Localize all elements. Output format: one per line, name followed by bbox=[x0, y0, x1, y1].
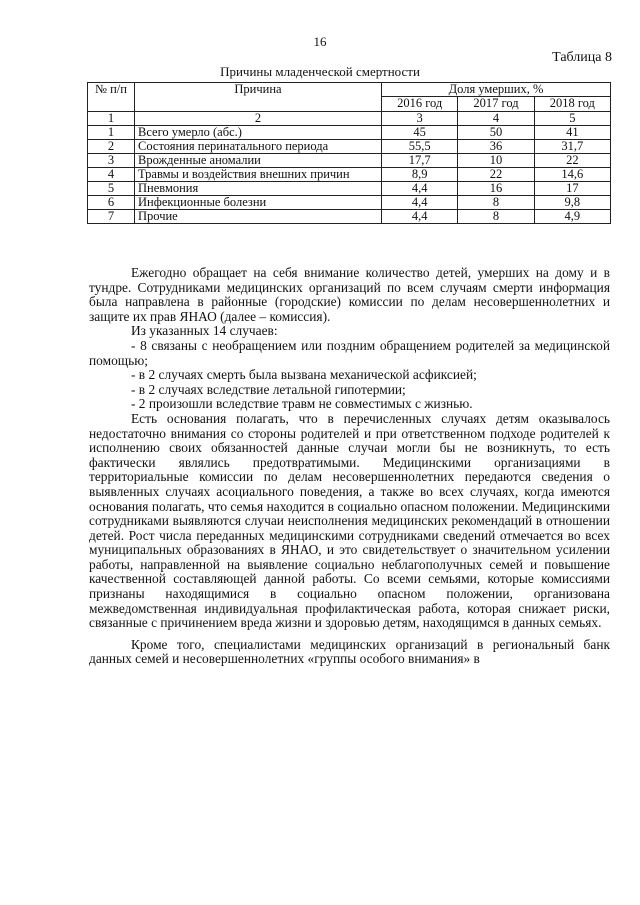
row-value-2018: 9,8 bbox=[534, 196, 610, 210]
row-value-2016: 55,5 bbox=[382, 140, 458, 154]
page-number: 16 bbox=[313, 34, 327, 49]
list-item: - в 2 случаях вследствие летальной гипотермии; bbox=[131, 381, 406, 397]
table-label: Таблица 8 bbox=[552, 50, 612, 65]
row-value-2017: 36 bbox=[458, 140, 534, 154]
row-value-2017: 22 bbox=[458, 168, 534, 182]
row-cause: Прочие bbox=[135, 210, 382, 224]
paragraph: Есть основания полагать, что в перечисленных случаях детям оказывалось недостаточно внимания со стороны родителей и при ответственном подходе родителей к исполнению своих обязанностей данные случаи могли бы не возникнуть, то есть фактически являлись предотвратимыми. Медицинскими организациями в территориальные комиссии по делам несовершеннолетних передаются сведения о выявленных случаях асоциального поведения, а также во всех случаях, когда имеются основания полагать, что семья находится в социально опасном положении. Медицинскими сотрудниками выявляются случаи неисполнения медицинских рекомендаций в отношении детей. Рост числа переданных медицинскими сотрудниками сведений отмечается во всех муниципальных образованиях в ЯНАО, и это свидетельствует о значительном усилении работы, направленной на выявление социально неблагополучных семей и повышение качественной составляющей данной работы. Со всеми семьями, которые комиссиями признаны находящимися в социально опасном положении, организована межведомственная индивидуальная профилактическая работа, которая снижает риски, связанные с причинением вреда жизни и здоровью детям, находящимся в данных семьях. bbox=[89, 410, 610, 631]
row-value-2018: 14,6 bbox=[534, 168, 610, 182]
table-row bbox=[88, 126, 611, 140]
header-num: № п/п bbox=[88, 83, 135, 112]
row-value-2018: 4,9 bbox=[534, 210, 610, 224]
column-number: 1 bbox=[88, 112, 135, 126]
row-num: 7 bbox=[88, 210, 135, 224]
row-value-2018: 17 bbox=[534, 182, 610, 196]
body-text bbox=[89, 266, 610, 667]
column-number: 4 bbox=[458, 112, 534, 126]
column-number: 5 bbox=[534, 112, 610, 126]
list-item: - 8 связаны с необращением или поздним обращением родителей за медицинской помощью; bbox=[89, 337, 610, 368]
row-num: 4 bbox=[88, 168, 135, 182]
row-value-2017: 16 bbox=[458, 182, 534, 196]
row-num: 1 bbox=[88, 126, 135, 140]
row-value-2016: 4,4 bbox=[382, 196, 458, 210]
table-row bbox=[88, 210, 611, 224]
table-row bbox=[88, 154, 611, 168]
row-num: 6 bbox=[88, 196, 135, 210]
row-cause: Врожденные аномалии bbox=[135, 154, 382, 168]
row-cause: Инфекционные болезни bbox=[135, 196, 382, 210]
table-row bbox=[88, 182, 611, 196]
row-value-2016: 4,4 bbox=[382, 182, 458, 196]
header-year-2016: 2016 год bbox=[382, 97, 458, 112]
row-cause: Пневмония bbox=[135, 182, 382, 196]
row-num: 3 bbox=[88, 154, 135, 168]
paragraph: Ежегодно обращает на себя внимание количество детей, умерших на дому и в тундре. Сотрудниками медицинских организаций по всем случаям смерти информация была направлена в районные (городские) комиссии по делам несовершеннолетних и защите их прав ЯНАО (далее – комиссия). bbox=[89, 265, 610, 324]
row-value-2016: 8,9 bbox=[382, 168, 458, 182]
row-value-2017: 8 bbox=[458, 210, 534, 224]
row-value-2017: 8 bbox=[458, 196, 534, 210]
header-cause: Причина bbox=[135, 83, 382, 112]
row-value-2017: 50 bbox=[458, 126, 534, 140]
row-num: 2 bbox=[88, 140, 135, 154]
row-value-2016: 4,4 bbox=[382, 210, 458, 224]
table-row bbox=[88, 168, 611, 182]
row-value-2018: 41 bbox=[534, 126, 610, 140]
list-item: - 2 произошли вследствие травм не совместимых с жизнью. bbox=[131, 396, 473, 412]
table-row bbox=[88, 196, 611, 210]
list-item: - в 2 случаях смерть была вызвана механической асфиксией; bbox=[131, 367, 477, 383]
table-row bbox=[88, 140, 611, 154]
row-value-2017: 10 bbox=[458, 154, 534, 168]
row-value-2016: 45 bbox=[382, 126, 458, 140]
column-number: 3 bbox=[382, 112, 458, 126]
header-year-2018: 2018 год bbox=[534, 97, 610, 112]
row-value-2018: 31,7 bbox=[534, 140, 610, 154]
column-numbers-row bbox=[88, 112, 611, 126]
table-title: Причины младенческой смертности bbox=[220, 64, 420, 79]
row-cause: Травмы и воздействия внешних причин bbox=[135, 168, 382, 182]
row-value-2016: 17,7 bbox=[382, 154, 458, 168]
infant-mortality-causes-table bbox=[87, 82, 611, 224]
header-share: Доля умерших, % bbox=[382, 83, 611, 97]
row-value-2018: 22 bbox=[534, 154, 610, 168]
row-num: 5 bbox=[88, 182, 135, 196]
row-cause: Состояния перинатального периода bbox=[135, 140, 382, 154]
column-number: 2 bbox=[135, 112, 382, 126]
paragraph: Из указанных 14 случаев: bbox=[131, 323, 278, 339]
row-cause: Всего умерло (абс.) bbox=[135, 126, 382, 140]
paragraph: Кроме того, специалистами медицинских организаций в региональный банк данных семей и несовершеннолетних «группы особого внимания» в bbox=[89, 636, 610, 667]
header-year-2017: 2017 год bbox=[458, 97, 534, 112]
